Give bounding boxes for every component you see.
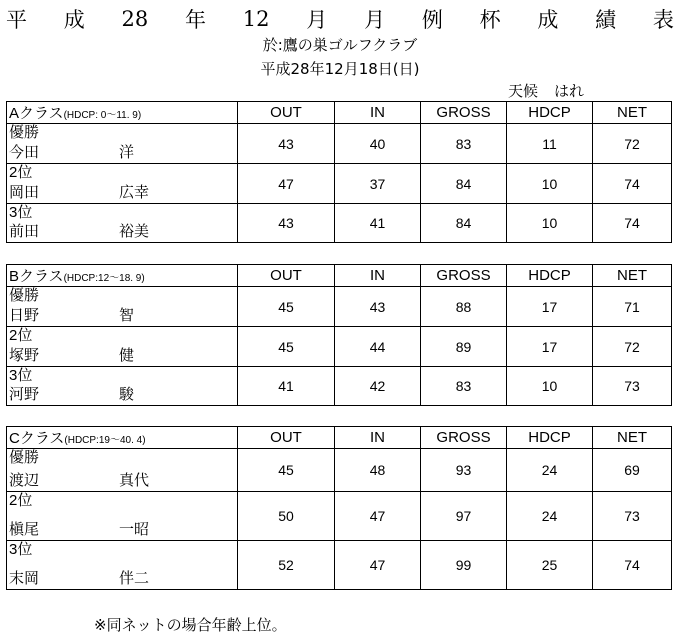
column-header-hdcp: HDCP <box>507 427 593 449</box>
table-header-row <box>7 265 672 287</box>
player-cell <box>7 367 238 406</box>
column-header-out: OUT <box>238 265 335 287</box>
family-name: 槇尾 <box>9 521 40 538</box>
score-in: 43 <box>335 287 421 327</box>
score-gross: 93 <box>421 449 507 492</box>
rank-label: 3位 <box>9 541 33 558</box>
column-header-gross: GROSS <box>421 102 507 124</box>
given-name: 駿 <box>119 386 135 403</box>
family-name: 河野 <box>9 386 40 403</box>
score-out: 43 <box>238 204 335 243</box>
column-header-in: IN <box>335 102 421 124</box>
family-name: 末岡 <box>9 570 40 587</box>
player-cell <box>7 449 238 492</box>
score-hdcp: 10 <box>507 367 593 406</box>
class-hdcp-range: (HDCP:12～18. 9) <box>63 273 145 284</box>
weather-value: はれ <box>554 82 585 100</box>
rank-label: 2位 <box>9 327 33 344</box>
weather-label: 天候 <box>508 82 539 100</box>
score-hdcp: 25 <box>507 541 593 590</box>
page-title <box>6 6 674 32</box>
player-cell <box>7 204 238 243</box>
table-row <box>7 287 672 327</box>
rank-label: 優勝 <box>9 287 40 304</box>
score-net: 73 <box>593 367 672 406</box>
title-char: 平 <box>6 8 27 32</box>
given-name: 智 <box>119 307 135 324</box>
title-char: 杯 <box>479 8 501 32</box>
given-name: 広幸 <box>119 184 150 201</box>
title-char: 年 <box>185 8 207 32</box>
score-hdcp: 24 <box>507 492 593 541</box>
venue-text: 於:鷹の巣ゴルフクラブ <box>262 36 418 54</box>
column-header-out: OUT <box>238 102 335 124</box>
title-char: 表 <box>652 8 674 32</box>
score-gross: 89 <box>421 327 507 367</box>
table-row <box>7 367 672 406</box>
score-hdcp: 24 <box>507 449 593 492</box>
score-in: 47 <box>335 541 421 590</box>
score-out: 50 <box>238 492 335 541</box>
score-in: 37 <box>335 164 421 204</box>
score-hdcp: 10 <box>507 164 593 204</box>
table-row <box>7 204 672 243</box>
score-in: 42 <box>335 367 421 406</box>
score-net: 74 <box>593 204 672 243</box>
score-gross: 97 <box>421 492 507 541</box>
footnote: ※同ネットの場合年齢上位。 <box>94 616 287 634</box>
score-hdcp: 10 <box>507 204 593 243</box>
weather <box>508 80 584 101</box>
rank-label: 3位 <box>9 367 33 384</box>
score-out: 43 <box>238 124 335 164</box>
family-name: 塚野 <box>9 347 40 364</box>
table-header-row <box>7 427 672 449</box>
class-name: Cクラス <box>9 430 65 447</box>
class-header <box>7 427 238 449</box>
given-name: 真代 <box>119 472 150 489</box>
score-net: 73 <box>593 492 672 541</box>
player-cell <box>7 492 238 541</box>
table-row <box>7 327 672 367</box>
score-gross: 88 <box>421 287 507 327</box>
given-name: 伴二 <box>119 570 150 587</box>
score-gross: 99 <box>421 541 507 590</box>
score-in: 47 <box>335 492 421 541</box>
table-header-row <box>7 102 672 124</box>
title-char: 28 <box>121 7 149 31</box>
given-name: 裕美 <box>119 223 150 240</box>
score-gross: 84 <box>421 204 507 243</box>
results-table-a <box>6 101 672 243</box>
rank-label: 3位 <box>9 204 33 221</box>
column-header-net: NET <box>593 265 672 287</box>
family-name: 今田 <box>9 144 40 161</box>
table-row <box>7 541 672 590</box>
score-net: 72 <box>593 327 672 367</box>
player-cell <box>7 124 238 164</box>
column-header-in: IN <box>335 427 421 449</box>
player-cell <box>7 327 238 367</box>
given-name: 健 <box>119 347 135 364</box>
family-name: 前田 <box>9 223 40 240</box>
column-header-net: NET <box>593 427 672 449</box>
score-net: 72 <box>593 124 672 164</box>
score-out: 45 <box>238 287 335 327</box>
score-out: 45 <box>238 327 335 367</box>
column-header-in: IN <box>335 265 421 287</box>
family-name: 渡辺 <box>9 472 40 489</box>
title-char: 12 <box>242 7 270 31</box>
score-net: 74 <box>593 541 672 590</box>
player-cell <box>7 541 238 590</box>
title-char: 例 <box>421 8 443 32</box>
player-cell <box>7 164 238 204</box>
score-in: 44 <box>335 327 421 367</box>
rank-label: 2位 <box>9 164 33 181</box>
score-gross: 83 <box>421 124 507 164</box>
score-out: 45 <box>238 449 335 492</box>
class-header <box>7 102 238 124</box>
title-char: 月 <box>364 8 386 32</box>
table-row <box>7 449 672 492</box>
table-row <box>7 124 672 164</box>
score-in: 40 <box>335 124 421 164</box>
column-header-net: NET <box>593 102 672 124</box>
score-out: 41 <box>238 367 335 406</box>
score-in: 48 <box>335 449 421 492</box>
title-char: 成 <box>63 8 85 32</box>
score-out: 52 <box>238 541 335 590</box>
title-char: 成 <box>537 8 559 32</box>
column-header-gross: GROSS <box>421 265 507 287</box>
table-row <box>7 164 672 204</box>
class-hdcp-range: (HDCP:19～40. 4) <box>64 435 146 446</box>
date-text: 平成28年12月18日(日) <box>260 60 420 78</box>
column-header-hdcp: HDCP <box>507 265 593 287</box>
score-net: 71 <box>593 287 672 327</box>
score-net: 74 <box>593 164 672 204</box>
score-gross: 84 <box>421 164 507 204</box>
class-name: Aクラス <box>9 105 64 122</box>
class-hdcp-range: (HDCP: 0～11. 9) <box>63 110 142 121</box>
score-hdcp: 11 <box>507 124 593 164</box>
given-name: 洋 <box>119 144 135 161</box>
title-char: 月 <box>306 8 328 32</box>
score-hdcp: 17 <box>507 287 593 327</box>
family-name: 岡田 <box>9 184 40 201</box>
table-row <box>7 492 672 541</box>
rank-label: 優勝 <box>9 124 40 141</box>
rank-label: 2位 <box>9 492 33 509</box>
rank-label: 優勝 <box>9 449 40 466</box>
score-net: 69 <box>593 449 672 492</box>
class-header <box>7 265 238 287</box>
score-in: 41 <box>335 204 421 243</box>
column-header-hdcp: HDCP <box>507 102 593 124</box>
column-header-out: OUT <box>238 427 335 449</box>
column-header-gross: GROSS <box>421 427 507 449</box>
title-char: 績 <box>595 8 617 32</box>
given-name: 一昭 <box>119 521 150 538</box>
player-cell <box>7 287 238 327</box>
results-table-b <box>6 264 672 406</box>
results-table-c <box>6 426 672 590</box>
score-gross: 83 <box>421 367 507 406</box>
class-name: Bクラス <box>9 268 64 285</box>
score-out: 47 <box>238 164 335 204</box>
score-hdcp: 17 <box>507 327 593 367</box>
family-name: 日野 <box>9 307 40 324</box>
